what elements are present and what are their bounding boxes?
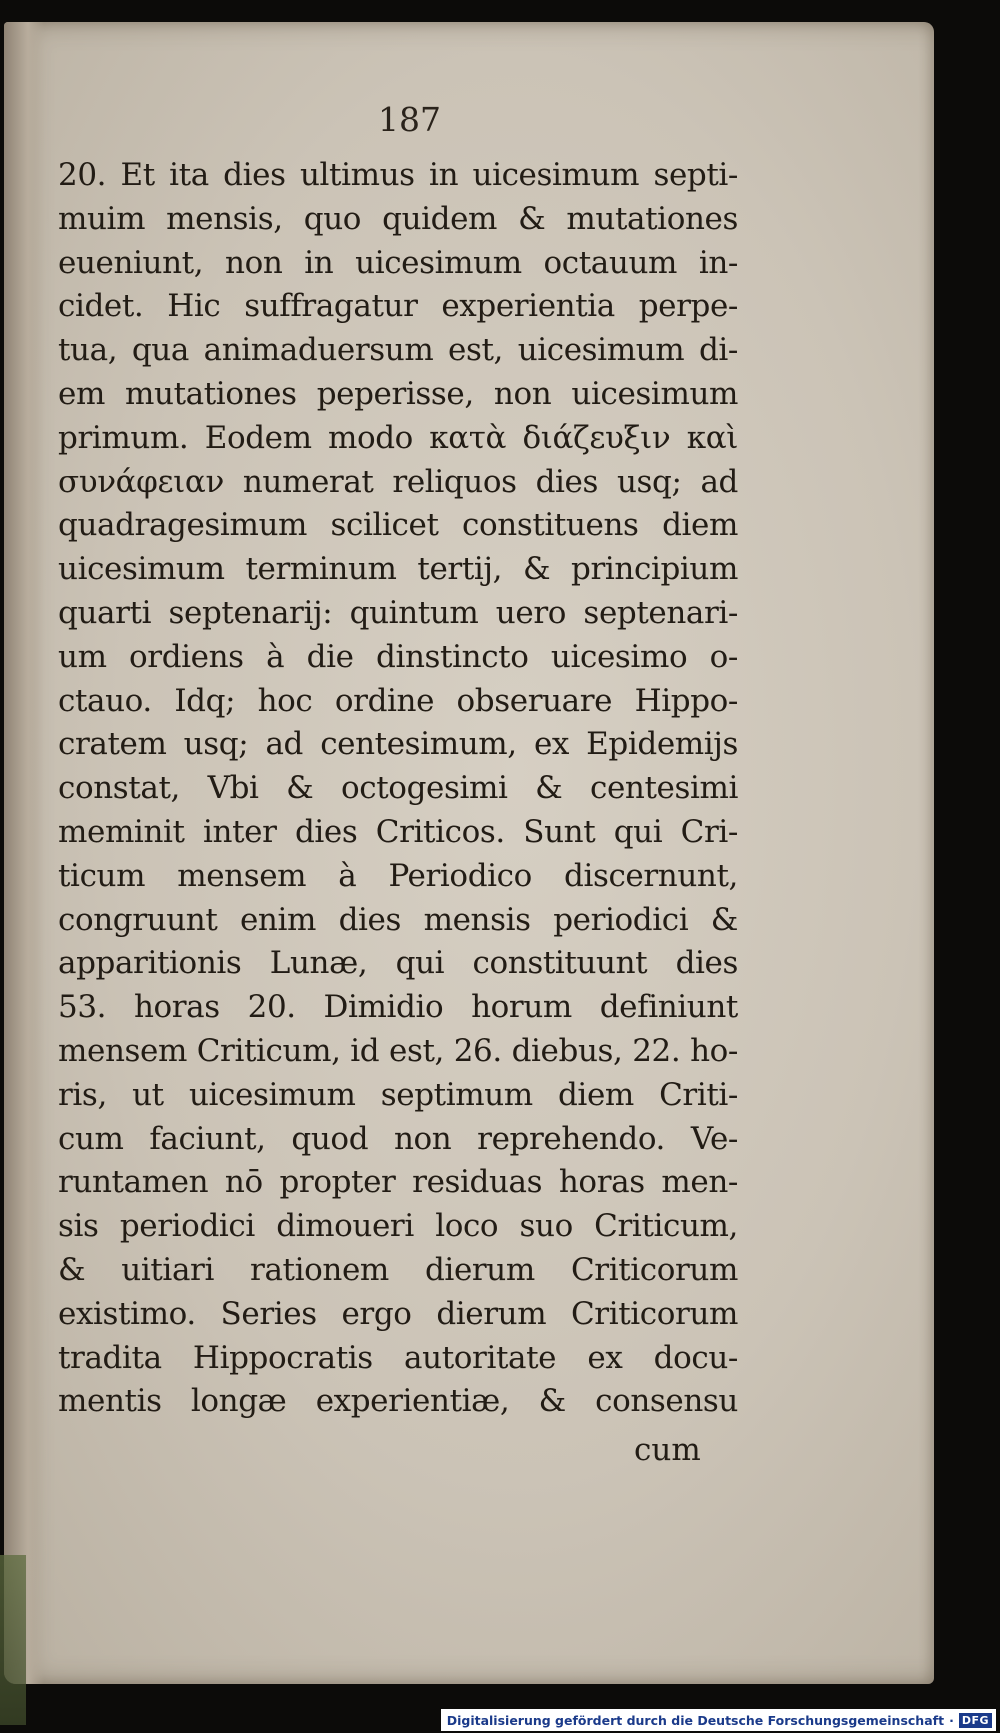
binding-spine-edge [0, 1555, 26, 1725]
text-line: ctauo. Idq; hoc ordine obseruare Hippo- [58, 682, 738, 719]
text-line: quarti septenarij: quintum uero septenari- [58, 594, 738, 631]
text-line: ticum mensem à Periodico discernunt, [58, 857, 738, 894]
text-line: existimo. Series ergo dierum Criticorum [58, 1295, 738, 1332]
text-line: primum. Eodem modo κατὰ διάζευξιν καὶ [58, 419, 738, 456]
text-line: mensem Criticum, id est, 26. diebus, 22. ho- [58, 1032, 738, 1069]
footer-credit-text: Digitalisierung gefördert durch die Deutsche Forschungsgemeinschaft [446, 1712, 945, 1728]
text-line: eueniunt, non in uicesimum octauum in- [58, 244, 738, 281]
digitization-footer [441, 1709, 996, 1731]
text-line: συνάφειαν numerat reliquos dies usq; ad [58, 463, 738, 500]
text-line: cum faciunt, quod non reprehendo. Ve- [58, 1120, 738, 1157]
text-line: cidet. Hic suffragatur experientia perpe- [58, 288, 738, 325]
text-line: quadragesimum scilicet constituens diem [58, 507, 738, 544]
text-line: congruunt enim dies mensis periodici & [58, 901, 738, 938]
text-line: constat, Vbi & octogesimi & centesimi [58, 770, 738, 807]
text-line: tradita Hippocratis autoritate ex docu- [58, 1339, 738, 1376]
catchword: cum [634, 1432, 701, 1468]
text-line: tua, qua animaduersum est, uicesimum di- [58, 332, 738, 369]
text-line: uicesimum terminum tertij, & principium [58, 551, 738, 588]
text-line: 20. Et ita dies ultimus in uicesimum septi- [58, 157, 738, 193]
dfg-logo-icon: DFG [959, 1713, 992, 1728]
body-text [58, 154, 738, 1424]
text-line: muim mensis, quo quidem & mutationes [58, 200, 738, 237]
text-line: & uitiari rationem dierum Criticorum [58, 1251, 738, 1288]
book-page [4, 22, 934, 1684]
text-line: sis periodici dimoueri loco suo Criticum, [58, 1208, 738, 1245]
text-line: um ordiens à die dinstincto uicesimo o- [58, 638, 738, 675]
text-line: apparitionis Lunæ, qui constituunt dies [58, 945, 738, 982]
text-line: runtamen nō propter residuas horas men- [58, 1164, 738, 1201]
text-line: cratem usq; ad centesimum, ex Epidemijs [58, 726, 738, 763]
text-line: 53. horas 20. Dimidio horum definiunt [58, 989, 738, 1026]
page-number: 187 [378, 100, 441, 139]
text-line: ris, ut uicesimum septimum diem Criti- [58, 1076, 738, 1113]
text-line: mentis longæ experientiæ, & consensu [58, 1383, 738, 1420]
page-gutter-shadow [4, 22, 44, 1684]
text-line: meminit inter dies Criticos. Sunt qui Cri- [58, 813, 738, 850]
text-line: em mutationes peperisse, non uicesimum [58, 375, 738, 412]
footer-separator: · [949, 1712, 954, 1728]
